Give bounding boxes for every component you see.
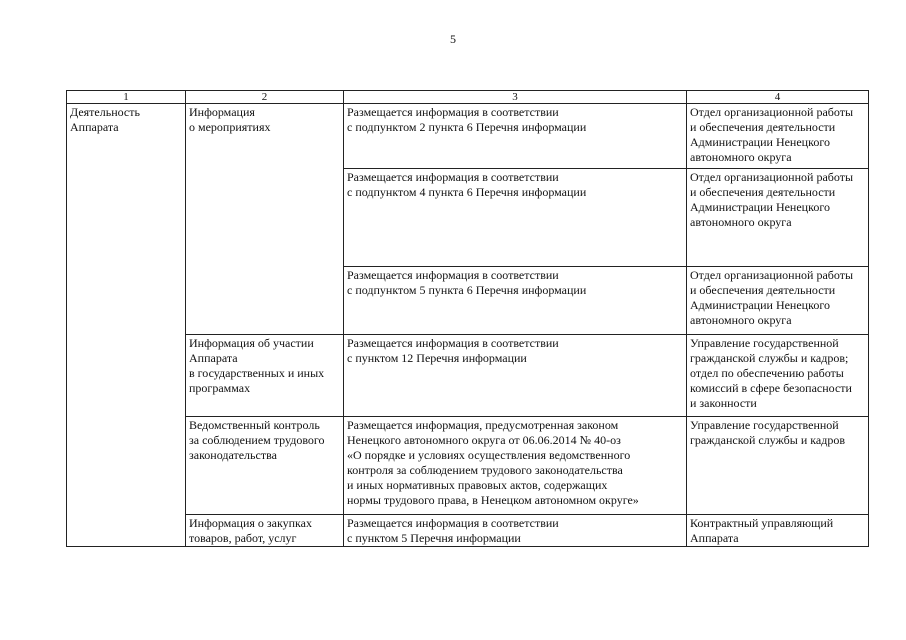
content-cell: Размещается информация в соответствии с пунктом 12 Перечня информации (344, 335, 687, 417)
activity-cell: Деятельность Аппарата (67, 104, 186, 547)
content-cell: Размещается информация, предусмотренная законом Ненецкого автономного округа от 06.06.2014 № 40-оз «О порядке и условиях осуществления ведомственного контроля за соблюдением трудового законодательства и иных нормативных правовых актов, содержащих нормы трудового права, в Ненецком автономном округе» (344, 417, 687, 515)
responsible-cell: Отдел организационной работы и обеспечения деятельности Администрации Ненецкого автономного округа (687, 267, 869, 335)
information-type-cell: Информация о закупках товаров, работ, услуг (186, 515, 344, 547)
responsible-cell: Контрактный управляющий Аппарата (687, 515, 869, 547)
information-type-cell: Информация о мероприятиях (186, 104, 344, 335)
table-row (67, 515, 869, 547)
information-type-cell: Ведомственный контроль за соблюдением трудового законодательства (186, 417, 344, 515)
column-number: 2 (186, 91, 344, 104)
content-cell: Размещается информация в соответствии с подпунктом 2 пункта 6 Перечня информации (344, 104, 687, 169)
column-number: 1 (67, 91, 186, 104)
column-number-row (67, 91, 869, 104)
column-number: 3 (344, 91, 687, 104)
responsible-cell: Управление государственной гражданской службы и кадров (687, 417, 869, 515)
table-row (67, 417, 869, 515)
content-cell: Размещается информация в соответствии с подпунктом 4 пункта 6 Перечня информации (344, 169, 687, 267)
content-cell: Размещается информация в соответствии с пунктом 5 Перечня информации (344, 515, 687, 547)
table-row (67, 335, 869, 417)
responsible-cell: Управление государственной гражданской службы и кадров; отдел по обеспечению работы комиссий в сфере безопасности и законности (687, 335, 869, 417)
responsible-cell: Отдел организационной работы и обеспечения деятельности Администрации Ненецкого автономного округа (687, 169, 869, 267)
content-cell: Размещается информация в соответствии с подпунктом 5 пункта 6 Перечня информации (344, 267, 687, 335)
information-type-cell: Информация об участии Аппарата в государственных и иных программах (186, 335, 344, 417)
table-row (67, 104, 869, 169)
information-table (66, 90, 869, 547)
column-number: 4 (687, 91, 869, 104)
table-body (67, 91, 869, 547)
responsible-cell: Отдел организационной работы и обеспечения деятельности Администрации Ненецкого автономного округа (687, 104, 869, 169)
page-number: 5 (450, 32, 456, 46)
